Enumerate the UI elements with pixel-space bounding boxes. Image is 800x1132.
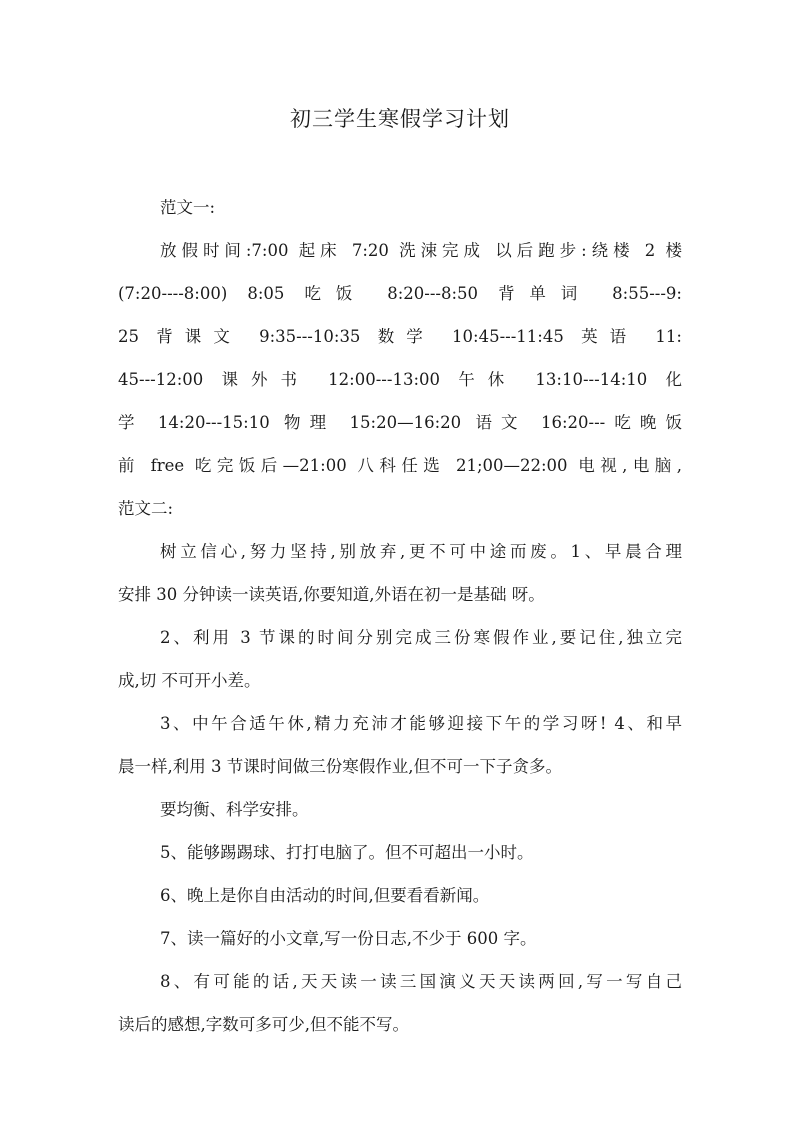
section-heading-2: 范文二: [118,499,174,518]
document-title: 初三学生寒假学习计划 [290,107,510,131]
paragraph-line: 安排 30 分钟读一读英语,你要知道,外语在初一是基础 呀。 [118,585,545,604]
paragraph-line: 要均衡、科学安排。 [160,800,309,819]
schedule-line: (7:20----8:00) 8:05 吃饭 8:20---8:50 背单词 8:55---9: [118,284,682,303]
paragraph-line: 5、能够踢踢球、打打电脑了。但不可超出一小时。 [160,843,534,862]
paragraph-line: 树立信心,努力坚持,别放弃,更不可中途而废。1、早晨合理 [160,542,682,561]
paragraph-line: 8、有可能的话,天天读一读三国演义天天读两回,写一写自己 [160,972,682,991]
schedule-line: 25 背课文 9:35---10:35 数学 10:45---11:45 英语 11: [118,327,682,346]
paragraph-line: 3、中午合适午休,精力充沛才能够迎接下午的学习呀! 4、和早 [160,714,682,733]
paragraph-line: 7、读一篇好的小文章,写一份日志,不少于 600 字。 [160,929,537,948]
document-body [118,186,682,1046]
paragraph-line: 2、利用 3 节课的时间分别完成三份寒假作业,要记住,独立完 [160,628,682,647]
paragraph-line: 读后的感想,字数可多可少,但不能不写。 [118,1015,409,1034]
paragraph-line: 晨一样,利用 3 节课时间做三份寒假作业,但不可一下子贪多。 [118,757,562,776]
schedule-line: 学 14:20---15:10 物理 15:20—16:20 语文 16:20---吃晚饭 [118,413,682,432]
section-heading-1: 范文一: [160,198,216,217]
schedule-line: 前 free 吃完饭后—21:00 八科任选 21;00—22:00 电视,电脑, [118,456,682,475]
schedule-line: 放假时间:7:00 起床 7:20 洗涑完成 以后跑步:绕楼 2 楼 [160,241,682,260]
paragraph-line: 6、晚上是你自由活动的时间,但要看看新闻。 [160,886,490,905]
schedule-line: 45---12:00 课外书 12:00---13:00 午休 13:10---14:10 化 [118,370,682,389]
paragraph-line: 成,切 不可开小差。 [118,671,261,690]
